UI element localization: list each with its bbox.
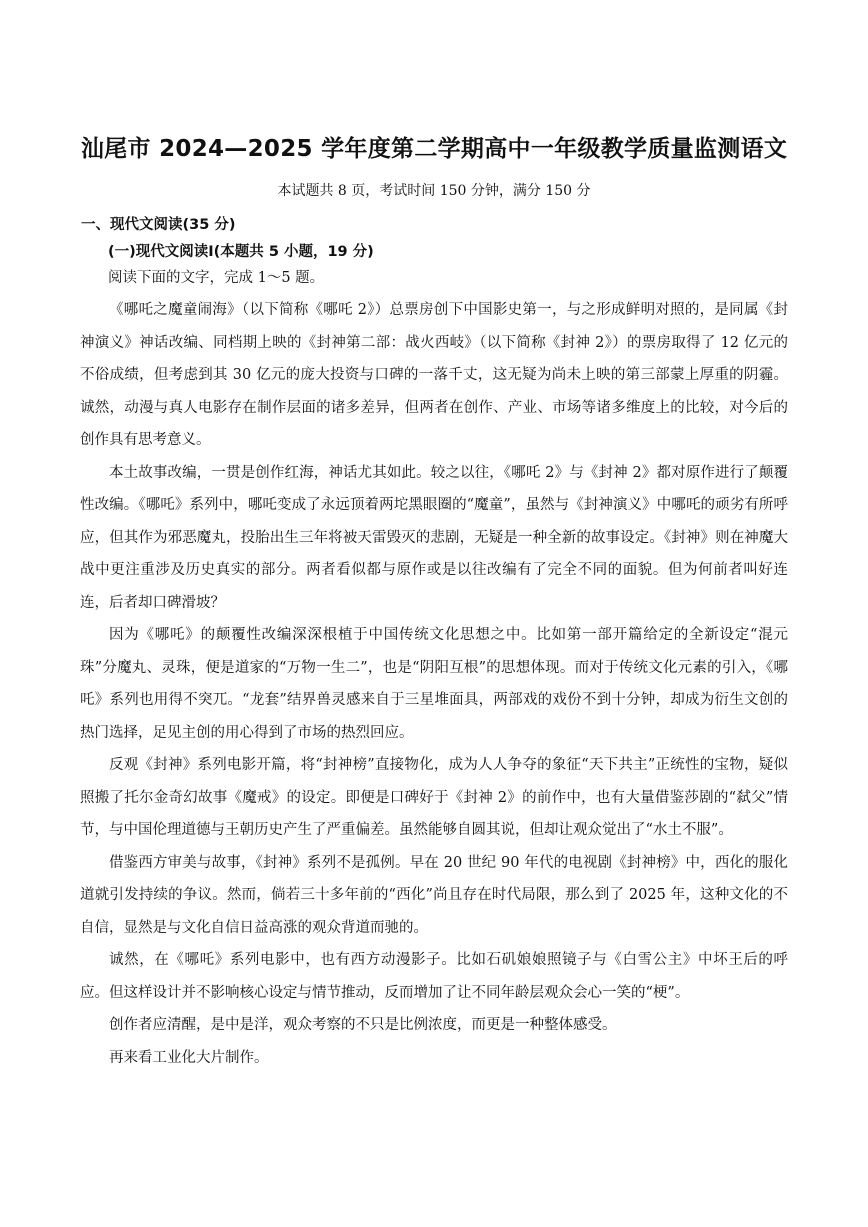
passage-paragraph: 诚然，在《哪吒》系列电影中，也有西方动漫影子。比如石矶娘娘照镜子与《白雪公主》中坏王后的呼应。但这样设计并不影响核心设定与情节推动，反而增加了让不同年龄层观众会心一笑的“梗”。	[80, 952, 788, 1001]
exam-title: 汕尾市 2024—2025 学年度第二学期高中一年级教学质量监测语文	[80, 136, 788, 162]
section-heading: 一、现代文阅读(35 分)	[81, 217, 236, 233]
passage-paragraph: 借鉴西方审美与故事，《封神》系列不是孤例。早在 20 世纪 90 年代的电视剧《封神榜》中，西化的服化道就引发持续的争议。然而，倘若三十多年前的“西化”尚且存在时代局限，那么到了 2025 年，这种文化的不自信，显然是与文化自信日益高涨的观众背道而驰的。	[80, 854, 788, 936]
subsection-heading: (一)现代文阅读Ⅰ(本题共 5 小题，19 分)	[108, 244, 374, 260]
passage-paragraph: 本土故事改编，一贯是创作红海，神话尤其如此。较之以往，《哪吒 2》与《封神 2》都对原作进行了颠覆性改编。《哪吒》系列中，哪吒变成了永远顶着两坨黑眼圈的“魔童”，虽然与《封神演义》中哪吒的顽劣有所呼应，但其作为邪恶魔丸，投胎出生三年将被天雷毁灭的悲剧，无疑是一种全新的故事设定。《封神》则在神魔大战中更注重涉及历史真实的部分。两者看似都与原作或是以往改编有了完全不同的面貌。但为何前者叫好连连，后者却口碑滑坡？	[80, 464, 788, 611]
passage-paragraph: 因为《哪吒》的颠覆性改编深深根植于中国传统文化思想之中。比如第一部开篇给定的全新设定“混元珠”分魔丸、灵珠，便是道家的“万物一生二”，也是“阴阳互根”的思想体现。而对于传统文化元素的引入，《哪吒》系列也用得不突兀。“龙套”结界兽灵感来自于三星堆面具，两部戏的戏份不到十分钟，却成为衍生文创的热门选择，足见主创的用心得到了市场的热烈回应。	[80, 627, 788, 741]
reading-instruction: 阅读下面的文字，完成 1～5 题。	[108, 270, 325, 286]
passage-paragraph: 《哪吒之魔童闹海》（以下简称《哪吒 2》）总票房创下中国影史第一，与之形成鲜明对照的，是同属《封神演义》神话改编、同档期上映的《封神第二部：战火西岐》（以下简称《封神 2》）的票房取得了 12 亿元的不俗成绩，但考虑到其 30 亿元的庞大投资与口碑的一落千丈，这无疑为尚未上映的第三部蒙上厚重的阴霾。诚然，动漫与真人电影存在制作层面的诸多差异，但两者在创作、产业、市场等诸多维度上的比较，对今后的创作具有思考意义。	[80, 302, 788, 448]
reading-passage	[80, 294, 788, 1074]
passage-paragraph: 反观《封神》系列电影开篇，将“封神榜”直接物化，成为人人争夺的象征“天下共主”正统性的宝物，疑似照搬了托尔金奇幻故事《魔戒》的设定。即便是口碑好于《封神 2》的前作中，也有大量借鉴莎剧的“弑父”情节，与中国伦理道德与王朝历史产生了严重偏差。虽然能够自圆其说，但却让观众觉出了“水土不服”。	[80, 757, 788, 838]
exam-info: 本试题共 8 页，考试时间 150 分钟，满分 150 分	[277, 183, 591, 199]
passage-paragraph: 创作者应清醒，是中是洋，观众考察的不只是比例浓度，而更是一种整体感受。	[109, 1017, 617, 1033]
passage-paragraph: 再来看工业化大片制作。	[109, 1049, 269, 1066]
